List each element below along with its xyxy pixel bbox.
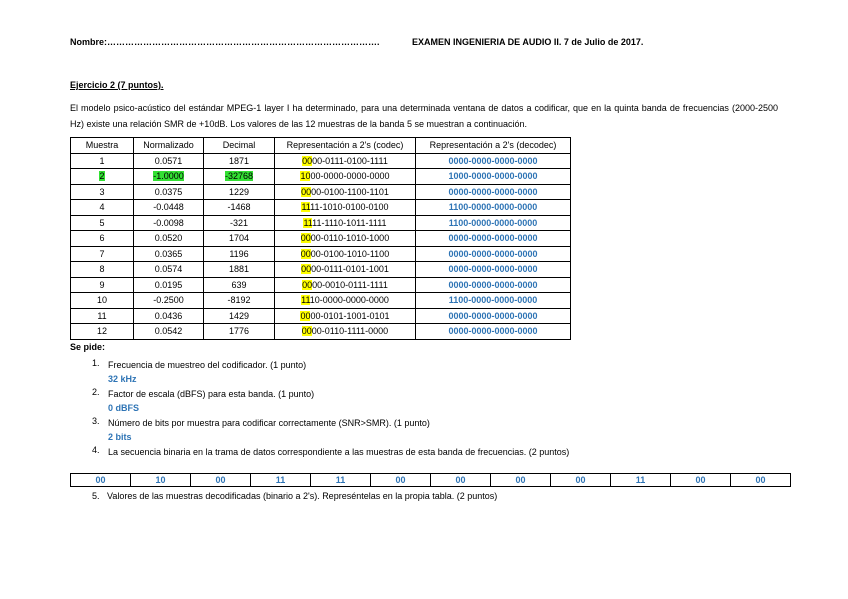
codec-remaining-bits: 11-1110-1011-1111 [312, 217, 387, 228]
cell-normalizado-value: -0.0448 [153, 202, 184, 213]
header-normalizado: Normalizado [134, 138, 204, 154]
cell-muestra [71, 169, 134, 185]
codec-remaining-bits: 00-0100-1100-1101 [311, 186, 389, 197]
cell-muestra-value: 2 [99, 171, 105, 182]
cell-decodec [416, 200, 571, 216]
question-answer: 0 dBFS [108, 403, 140, 413]
cell-codec [275, 231, 416, 247]
sequence-cell: 00 [371, 474, 431, 487]
cell-decimal [204, 215, 275, 231]
table-row [71, 277, 571, 293]
cell-codec [275, 169, 416, 185]
sequence-cell: 10 [131, 474, 191, 487]
cell-muestra-value: 12 [96, 326, 107, 337]
codec-remaining-bits: 00-0110-1111-0000 [311, 326, 389, 337]
codec-highlight-bits: 00 [301, 186, 312, 197]
codec-highlight-bits: 00 [301, 326, 312, 337]
cell-decodec-value: 0000-0000-0000-0000 [448, 264, 538, 275]
cell-muestra-value: 1 [99, 155, 105, 166]
cell-decimal-value: -321 [229, 217, 248, 228]
table-row [71, 200, 571, 216]
cell-decimal [204, 293, 275, 309]
cell-muestra [71, 184, 134, 200]
cell-codec [275, 324, 416, 340]
codec-remaining-bits: 00-0010-0111-1111 [312, 279, 388, 290]
cell-decodec [416, 324, 571, 340]
cell-codec [275, 184, 416, 200]
codec-highlight-bits: 00 [300, 233, 311, 244]
cell-decimal [204, 184, 275, 200]
cell-decodec [416, 308, 571, 324]
codec-highlight-bits: 00 [302, 155, 313, 166]
cell-normalizado [134, 153, 204, 169]
cell-muestra [71, 246, 134, 262]
codec-highlight-bits: 00 [302, 279, 313, 290]
cell-decodec [416, 262, 571, 278]
cell-normalizado [134, 293, 204, 309]
cell-decimal-value: 1704 [228, 233, 250, 244]
cell-decimal [204, 169, 275, 185]
student-name-field[interactable]: Nombre:………………………………………………………………………………. [70, 37, 380, 47]
cell-decodec-value: 0000-0000-0000-0000 [448, 248, 538, 259]
sequence-cell: 00 [551, 474, 611, 487]
cell-codec [275, 215, 416, 231]
cell-codec [275, 262, 416, 278]
cell-normalizado-value: 0.0195 [154, 279, 183, 290]
question-text: Número de bits por muestra para codificar correctamente (SNR>SMR). (1 punto) [108, 418, 430, 428]
cell-decimal [204, 231, 275, 247]
cell-muestra-value: 8 [99, 264, 105, 275]
codec-highlight-bits: 10 [300, 171, 311, 182]
codec-remaining-bits: 00-0110-1010-1000 [310, 233, 390, 244]
question-text: La secuencia binaria en la trama de datos correspondiente a las muestras de esta banda de frecuencias. (2 puntos) [108, 447, 570, 457]
sequence-cell: 11 [611, 474, 671, 487]
questions-list [92, 358, 569, 459]
cell-decimal [204, 308, 275, 324]
cell-decimal-value: 1871 [228, 155, 250, 166]
cell-normalizado-value: 0.0436 [154, 310, 183, 321]
question-text: Factor de escala (dBFS) para esta banda. (1 punto) [108, 389, 315, 399]
cell-normalizado [134, 277, 204, 293]
cell-decodec [416, 184, 571, 200]
question-answer: 2 bits [108, 432, 132, 442]
cell-decodec [416, 153, 571, 169]
cell-decodec-value: 0000-0000-0000-0000 [448, 310, 538, 321]
cell-normalizado-value: 0.0542 [154, 326, 183, 337]
cell-normalizado [134, 169, 204, 185]
cell-decimal-value: 1881 [228, 264, 250, 275]
cell-muestra [71, 308, 134, 324]
cell-normalizado [134, 262, 204, 278]
codec-remaining-bits: 00-0111-0100-1111 [312, 155, 388, 166]
codec-highlight-bits: 11 [301, 202, 311, 213]
cell-decodec-value: 0000-0000-0000-0000 [448, 279, 538, 290]
header-decodec: Representación a 2's (decodec) [416, 138, 571, 154]
question-item [92, 416, 569, 444]
cell-muestra-value: 4 [99, 202, 105, 213]
samples-table [70, 137, 571, 340]
sequence-cell: 00 [431, 474, 491, 487]
question-number: 2. [92, 387, 100, 397]
cell-decodec [416, 231, 571, 247]
codec-highlight-bits: 00 [301, 264, 312, 275]
question-text: Valores de las muestras decodificadas (binario a 2's). Represéntelas en la propia tabla. (2 puntos) [107, 491, 498, 501]
cell-decimal-value: 1229 [228, 186, 250, 197]
table-row [71, 169, 571, 185]
cell-muestra [71, 277, 134, 293]
cell-normalizado [134, 184, 204, 200]
cell-decodec-value: 0000-0000-0000-0000 [448, 155, 538, 166]
cell-decodec [416, 293, 571, 309]
cell-muestra-value: 10 [96, 295, 107, 306]
sequence-cell: 00 [731, 474, 791, 487]
cell-decodec-value: 1100-0000-0000-0000 [448, 217, 538, 228]
cell-normalizado-value: 0.0574 [154, 264, 183, 275]
cell-normalizado-value: 0.0520 [154, 233, 183, 244]
cell-decimal-value: -1468 [227, 202, 251, 213]
cell-codec [275, 153, 416, 169]
codec-highlight-bits: 11 [303, 217, 313, 228]
cell-normalizado-value: -1.0000 [153, 171, 184, 182]
cell-codec [275, 246, 416, 262]
codec-highlight-bits: 00 [300, 310, 311, 321]
codec-remaining-bits: 11-1010-0100-0100 [310, 202, 389, 213]
table-row [71, 184, 571, 200]
sequence-cell: 00 [671, 474, 731, 487]
cell-muestra [71, 215, 134, 231]
header-muestra: Muestra [71, 138, 134, 154]
cell-muestra-value: 3 [99, 186, 105, 197]
codec-highlight-bits: 11 [301, 295, 310, 306]
codec-remaining-bits: 00-0101-1001-0101 [310, 310, 390, 321]
cell-codec [275, 293, 416, 309]
question-item [92, 445, 569, 459]
cell-muestra [71, 153, 134, 169]
cell-normalizado-value: 0.0571 [154, 155, 183, 166]
cell-muestra-value: 6 [99, 233, 105, 244]
cell-decodec-value: 0000-0000-0000-0000 [448, 326, 538, 337]
cell-muestra [71, 262, 134, 278]
cell-decimal-value: -32768 [224, 171, 254, 182]
question-text: Frecuencia de muestreo del codificador. (1 punto) [108, 360, 307, 370]
cell-normalizado-value: -0.2500 [153, 295, 184, 306]
sequence-cell: 00 [491, 474, 551, 487]
cell-normalizado-value: 0.0375 [154, 186, 183, 197]
cell-normalizado-value: 0.0365 [154, 248, 183, 259]
cell-normalizado [134, 200, 204, 216]
cell-decimal [204, 246, 275, 262]
codec-remaining-bits: 00-0100-1010-1100 [310, 248, 390, 259]
cell-decodec-value: 1100-0000-0000-0000 [448, 295, 538, 306]
cell-decodec [416, 277, 571, 293]
header-codec: Representación a 2's (codec) [275, 138, 416, 154]
table-row [71, 153, 571, 169]
sequence-table [70, 473, 791, 487]
cell-muestra-value: 7 [99, 248, 105, 259]
codec-highlight-bits: 00 [300, 248, 311, 259]
table-row [71, 293, 571, 309]
cell-muestra [71, 200, 134, 216]
exercise-title: Ejercicio 2 (7 puntos). [70, 80, 164, 90]
question-answer: 32 kHz [108, 374, 137, 384]
question-number: 4. [92, 445, 100, 455]
cell-decodec-value: 0000-0000-0000-0000 [448, 186, 538, 197]
cell-decimal [204, 324, 275, 340]
cell-muestra [71, 324, 134, 340]
table-header-row [71, 138, 571, 154]
cell-normalizado-value: -0.0098 [153, 217, 184, 228]
cell-codec [275, 200, 416, 216]
header-decimal: Decimal [204, 138, 275, 154]
cell-decimal-value: 1776 [228, 326, 250, 337]
codec-remaining-bits: 00-0111-0101-1001 [311, 264, 389, 275]
cell-decimal [204, 262, 275, 278]
cell-decimal [204, 277, 275, 293]
exam-title: EXAMEN INGENIERIA DE AUDIO II. 7 de Julio de 2017. [412, 37, 644, 47]
cell-decodec [416, 246, 571, 262]
cell-normalizado [134, 308, 204, 324]
cell-normalizado [134, 246, 204, 262]
cell-decodec-value: 1000-0000-0000-0000 [448, 171, 538, 182]
cell-muestra-value: 5 [99, 217, 105, 228]
table-row [71, 262, 571, 278]
cell-normalizado [134, 231, 204, 247]
sequence-cell: 00 [71, 474, 131, 487]
cell-muestra-value: 11 [97, 310, 107, 321]
exercise-intro: El modelo psico-acústico del estándar MPEG-1 layer I ha determinado, para una determinada ventana de datos a codificar, que en la quinta banda de frecuencias (2000-2500 Hz) existe una relación SMR de +10dB. Los valores de las 12 muestras de la banda 5 se muestran a continuación. [70, 103, 778, 129]
cell-decimal-value: -8192 [227, 295, 251, 306]
cell-normalizado [134, 324, 204, 340]
cell-muestra-value: 9 [99, 279, 105, 290]
sequence-cell: 11 [311, 474, 371, 487]
table-row [71, 308, 571, 324]
table-row [71, 246, 571, 262]
cell-decimal-value: 639 [231, 279, 247, 290]
question-item [92, 491, 497, 501]
questions-intro: Se pide: [70, 342, 106, 352]
question-number: 1. [92, 358, 100, 368]
sequence-row [71, 474, 791, 487]
sequence-cell: 11 [251, 474, 311, 487]
question-item [92, 387, 569, 415]
cell-decimal-value: 1429 [228, 310, 250, 321]
question-number: 3. [92, 416, 100, 426]
sequence-cell: 00 [191, 474, 251, 487]
question-number: 5. [92, 491, 100, 501]
cell-decimal [204, 200, 275, 216]
table-row [71, 215, 571, 231]
cell-decodec-value: 1100-0000-0000-0000 [448, 202, 538, 213]
cell-muestra [71, 231, 134, 247]
table-row [71, 231, 571, 247]
cell-codec [275, 308, 416, 324]
table-row [71, 324, 571, 340]
cell-decimal [204, 153, 275, 169]
cell-muestra [71, 293, 134, 309]
cell-decodec [416, 215, 571, 231]
cell-decodec-value: 0000-0000-0000-0000 [448, 233, 538, 244]
codec-remaining-bits: 10-0000-0000-0000 [309, 295, 389, 306]
cell-normalizado [134, 215, 204, 231]
cell-decodec [416, 169, 571, 185]
codec-remaining-bits: 00-0000-0000-0000 [310, 171, 390, 182]
cell-codec [275, 277, 416, 293]
question-item [92, 358, 569, 386]
cell-decimal-value: 1196 [229, 248, 249, 259]
